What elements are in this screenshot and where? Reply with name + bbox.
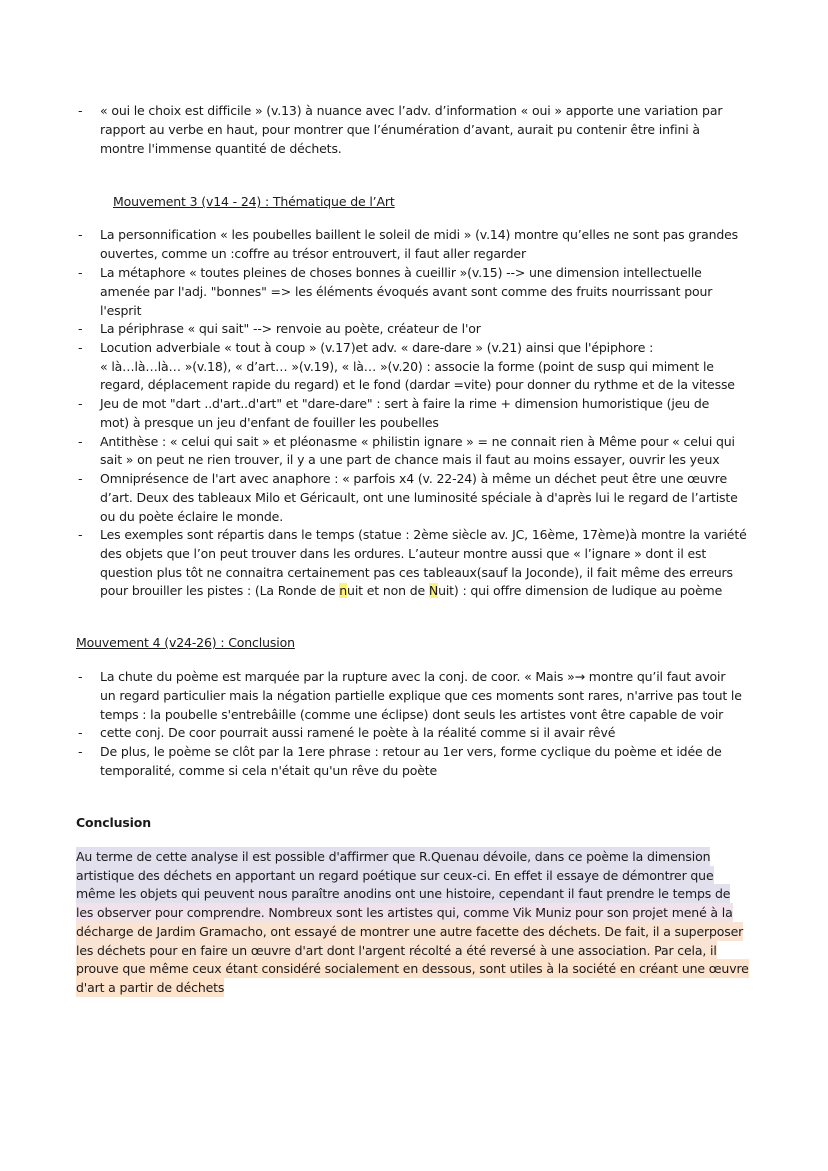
- text-line: montre l'immense quantité de déchets.: [100, 141, 342, 156]
- text-line: cette conj. De coor pourrait aussi ramené le poète à la réalité comme si il avair rêvé: [100, 725, 616, 740]
- text-line: Antithèse : « celui qui sait » et pléonasme « philistin ignare » = ne connait rien à Même pour « celui qui: [100, 434, 735, 449]
- bullet-dash: -: [78, 744, 83, 759]
- text-line: Les exemples sont répartis dans le temps (statue : 2ème siècle av. JC, 16ème, 17ème)à montre la variété: [100, 527, 747, 542]
- highlighted-text-line: artistique des déchets en apportant un regard poétique sur ceux-ci. En effet il essaye de démontrer que: [76, 868, 714, 883]
- text-line: Jeu de mot "dart ..d'art..d'art" et "dare-dare" : sert à faire la rime + dimension humoristique (jeu de: [100, 396, 710, 411]
- text-line: un regard particulier mais la négation partielle explique que ces moments sont rares, n'arrive pas tout le: [100, 688, 742, 703]
- text-line: La métaphore « toutes pleines de choses bonnes à cueillir »(v.15) --> une dimension intellectuelle: [100, 265, 702, 280]
- section-heading-mouvement-3: Mouvement 3 (v14 - 24) : Thématique de l’Art: [113, 194, 395, 209]
- text-line-highlighted: [100, 581, 722, 600]
- text-line: De plus, le poème se clôt par la 1ere phrase : retour au 1er vers, forme cyclique du poème et idée de: [100, 744, 722, 759]
- text-line: La périphrase « qui sait" --> renvoie au poète, créateur de l'or: [100, 321, 481, 336]
- bullet-dash: -: [78, 669, 83, 684]
- highlighted-text-line: les déchets pour en faire un œuvre d'art dont l'argent récolté a été reversé à une association. Par cela, il: [76, 943, 717, 958]
- bullet-dash: -: [78, 725, 83, 740]
- text-line: rapport au verbe en haut, pour montrer que l’énumération d’avant, aurait pu contenir être infini à: [100, 122, 700, 137]
- highlighted-text-line: d'art a partir de déchets: [76, 980, 225, 995]
- text-line: l'esprit: [100, 303, 142, 318]
- bullet-dash: -: [78, 434, 83, 449]
- bullet-dash: -: [78, 527, 83, 542]
- highlighted-text-line: même les objets qui peuvent nous paraître anodins ont une histoire, cependant il faut prendre le temps de: [76, 886, 731, 901]
- text-segment: uit) : qui offre dimension de ludique au poème: [438, 583, 723, 598]
- text-line: question plus tôt ne connaitra certainement pas ces tableaux(sauf la Joconde), il fait même des erreurs: [100, 565, 733, 580]
- text-line: temporalité, comme si cela n'était qu'un rêve du poète: [100, 763, 438, 778]
- highlighted-text-line: décharge de Jardim Gramacho, ont essayé de montrer une autre facette des déchets. De fait, il a superposer: [76, 924, 744, 939]
- highlighted-text-line: prouve que même ceux étant considéré socialement en dessous, sont utiles à la société en créant une œuvre: [76, 961, 749, 976]
- section-heading-mouvement-4: Mouvement 4 (v24-26) : Conclusion: [76, 635, 295, 650]
- highlight-mark: n: [339, 583, 348, 598]
- bullet-dash: -: [78, 103, 83, 118]
- text-line: « là…là…là… »(v.18), « d’art… »(v.19), « là… »(v.20) : associe la forme (point de susp qui miment le: [100, 359, 714, 374]
- text-line: ouvertes, comme un :coffre au trésor entrouvert, il faut aller regarder: [100, 246, 526, 261]
- text-line: regard, déplacement rapide du regard) et le fond (dardar =vite) pour donner du rythme et de la vitesse: [100, 377, 735, 392]
- text-line: Omniprésence de l'art avec anaphore : « parfois x4 (v. 22-24) à même un déchet peut être une œuvre: [100, 471, 728, 486]
- bullet-dash: -: [78, 471, 83, 486]
- text-line: « oui le choix est difficile » (v.13) à nuance avec l’adv. d’information « oui » apporte une variation par: [100, 103, 723, 118]
- section-heading-conclusion: Conclusion: [76, 815, 151, 830]
- text-segment: uit et non de: [347, 583, 429, 598]
- text-line: temps : la poubelle s'entrebâille (comme une éclipse) dont seuls les artistes vont être capable de voir: [100, 707, 724, 722]
- text-segment: pour brouiller les pistes : (La Ronde de: [100, 583, 340, 598]
- text-line: des objets que l’on peut trouver dans les ordures. L’auteur montre aussi que « l’ignare » dont il est: [100, 546, 707, 561]
- text-line: mot) à presque un jeu d'enfant de fouiller les poubelles: [100, 415, 439, 430]
- text-line: La personnification « les poubelles baillent le soleil de midi » (v.14) montre qu’elles ne sont pas grandes: [100, 227, 739, 242]
- highlighted-text-line: les observer pour comprendre. Nombreux sont les artistes qui, comme Vik Muniz pour son projet mené à la: [76, 905, 733, 920]
- text-line: amenée par l'adj. "bonnes" => les éléments évoqués avant sont comme des fruits nourrissant pour: [100, 284, 713, 299]
- highlight-mark: N: [428, 583, 439, 598]
- text-line: Locution adverbiale « tout à coup » (v.17)et adv. « dare-dare » (v.21) ainsi que l'épiphore :: [100, 340, 654, 355]
- text-line: La chute du poème est marquée par la rupture avec la conj. de coor. « Mais »→ montre qu’il faut avoir: [100, 669, 726, 684]
- bullet-dash: -: [78, 227, 83, 242]
- bullet-dash: -: [78, 265, 83, 280]
- bullet-dash: -: [78, 321, 83, 336]
- text-line: d’art. Deux des tableaux Milo et Géricault, ont une luminosité spéciale à d'après lui le regard de l’artiste: [100, 490, 738, 505]
- highlighted-text-line: Au terme de cette analyse il est possible d'affirmer que R.Quenau dévoile, dans ce poème la dimension: [76, 849, 711, 864]
- text-line: ou du poète éclaire le monde.: [100, 509, 284, 524]
- text-line: sait » on peut ne rien trouver, il y a une part de chance mais il faut au moins essayer, ouvrir les yeux: [100, 452, 720, 467]
- bullet-dash: -: [78, 396, 83, 411]
- bullet-dash: -: [78, 340, 83, 355]
